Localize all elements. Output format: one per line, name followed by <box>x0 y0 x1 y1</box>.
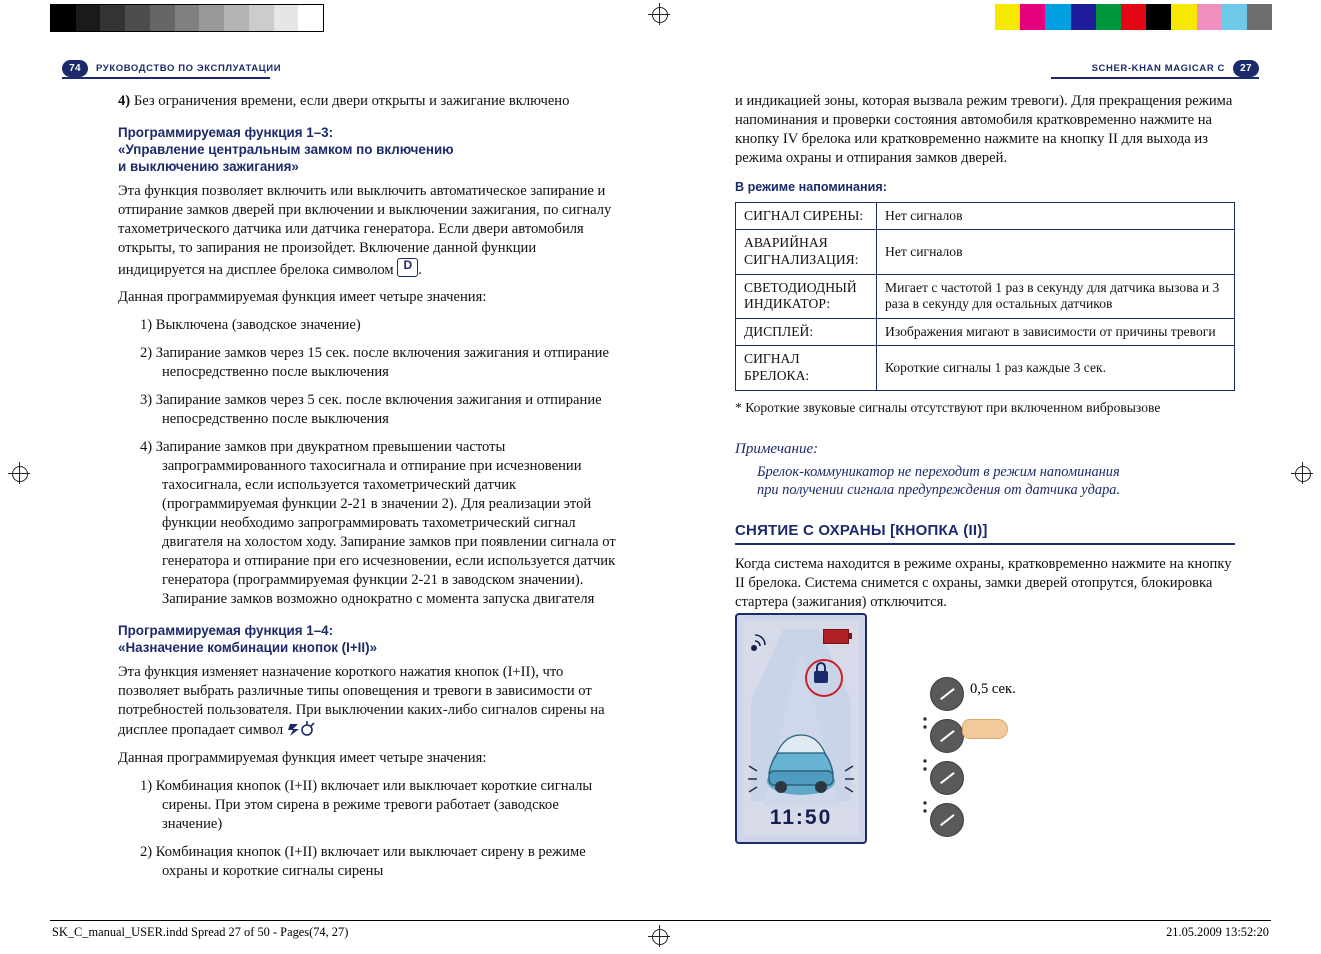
button-step-2 <box>930 719 964 753</box>
table-row <box>736 202 1235 230</box>
registration-mark-top <box>648 3 670 25</box>
fn13-body: Эта функция позволяет включить или выключить автоматическое запирание и отпирание замков дверей при включении и выключении зажигания, по сигналу тахометрического датчика или датчика генератора. Если двери автомобиля открыты, то запирания не произойдет. Включение данной функции индицируется на дисплее брелока символом D . <box>118 182 618 280</box>
color-swatch <box>1171 4 1196 30</box>
fn13-body-text: Эта функция позволяет включить или выключить автоматическое запирание и отпирание замков дверей при включении и выключении зажигания, по сигналу тахометрического датчика или датчика генератора. Если двери автомобиля открыты, то запирания не произойдет. Включение данной функции индицируется на дисплее брелока символом <box>118 182 612 278</box>
page-number-left: 74 <box>62 60 88 77</box>
color-swatch <box>1247 4 1272 30</box>
fn13-heading-line2: «Управление центральным замком по включению <box>118 141 454 157</box>
header-right <box>1092 60 1259 77</box>
color-swatch <box>1197 4 1222 30</box>
header-left-title: РУКОВОДСТВО ПО ЭКСПЛУАТАЦИИ <box>96 63 282 74</box>
registration-mark-right <box>1291 462 1313 484</box>
table-cell-key: ДИСПЛЕЙ: <box>736 318 877 346</box>
fn14-body-text: Эта функция изменяет назначение короткого нажатия кнопок (I+II), что позволяет выбрать различные типы оповещения и тревоги в зависимости от потребностей пользователя. При выключении каких-либо сигналов сирены на дисплее пропадает символ <box>118 663 605 738</box>
siren-symbol-icon <box>287 720 317 738</box>
fn13-heading-line3: и выключению зажигания» <box>118 158 299 174</box>
table-footnote: * Короткие звуковые сигналы отсутствуют при включенном вибровызове <box>735 399 1161 415</box>
button-step-3 <box>930 761 964 795</box>
table-row <box>736 318 1235 346</box>
fn14-heading <box>118 623 618 657</box>
gray-swatch <box>199 5 224 31</box>
grayscale-calibration-bar <box>50 4 324 32</box>
button-press-diagram <box>920 677 1060 847</box>
item-4-number: 4) <box>118 93 131 109</box>
table-cell-value: Изображения мигают в зависимости от причины тревоги <box>877 318 1235 346</box>
table-cell-key: СИГНАЛ СИРЕНЫ: <box>736 202 877 230</box>
key-fob-illustration <box>735 613 867 844</box>
registration-mark-left <box>8 462 30 484</box>
press-dots <box>920 713 932 843</box>
table-row <box>736 230 1235 274</box>
table-row <box>736 346 1235 390</box>
note-line2: при получении сигнала предупреждения от датчика удара. <box>757 482 1121 499</box>
gray-swatch <box>76 5 101 31</box>
door-symbol-icon <box>397 258 418 277</box>
registration-mark-bottom <box>648 925 670 947</box>
fn13-value-2: 2) Запирание замков через 15 сек. после включения зажигания и отпирание непосредственно после выключения <box>140 345 609 381</box>
gray-swatch <box>100 5 125 31</box>
fn14-body <box>118 663 618 740</box>
fob-car-graphic <box>743 621 859 836</box>
reminder-mode-table <box>735 202 1235 391</box>
fn13-heading <box>118 125 618 176</box>
gray-swatch <box>51 5 76 31</box>
table-cell-key: АВАРИЙНАЯ СИГНАЛИЗАЦИЯ: <box>736 230 877 274</box>
fob-screen <box>743 621 859 836</box>
fn14-heading-line1: Программируемая функция 1–4: <box>118 623 334 639</box>
table-cell-value: Мигает с частотой 1 раз в секунду для датчика вызова и 3 раза в секунду для остальных датчиков <box>877 274 1235 318</box>
battery-icon <box>823 629 849 644</box>
header-rule-right <box>1051 77 1259 79</box>
right-intro: и индикацией зоны, которая вызвала режим тревоги). Для прекращения режима напоминания и проверки состояния автомобиля кратковременно нажмите на кнопку IV брелока или кратковременно нажмите на кнопку II для выхода из режима охраны и отпирания замков дверей. <box>735 93 1233 166</box>
color-swatch <box>995 4 1020 30</box>
hand-icon <box>962 719 1008 739</box>
footer-left: SK_C_manual_USER.indd Spread 27 of 50 - Pages(74, 27) <box>52 925 349 939</box>
color-swatch <box>1045 4 1070 30</box>
press-duration-label: 0,5 сек. <box>970 681 1016 697</box>
header-right-title: SCHER-KHAN MAGICAR C <box>1091 63 1225 74</box>
disarm-title-text: СНЯТИЕ С ОХРАНЫ <box>735 522 886 540</box>
gray-swatch <box>249 5 274 31</box>
right-column <box>735 92 1235 621</box>
reminder-mode-heading: В режиме напоминания: <box>735 179 887 194</box>
fob-clock: 11:50 <box>769 806 833 829</box>
color-swatch <box>1071 4 1096 30</box>
fn14-heading-line2: «Назначение комбинации кнопок (I+II)» <box>118 639 378 655</box>
gray-swatch <box>150 5 175 31</box>
gray-swatch <box>125 5 150 31</box>
fn13-values-intro: Данная программируемая функция имеет четыре значения: <box>118 289 487 306</box>
gray-swatch <box>175 5 200 31</box>
fn14-value-2: 2) Комбинация кнопок (I+II) включает или выключает сирену в режиме охраны и короткие сигналы сирены <box>140 843 586 879</box>
page-number-right: 27 <box>1233 60 1259 77</box>
gray-swatch <box>224 5 249 31</box>
header-rule-left <box>62 77 270 79</box>
button-step-4 <box>930 803 964 837</box>
table-cell-value: Короткие сигналы 1 раз каждые 3 сек. <box>877 346 1235 390</box>
table-cell-value: Нет сигналов <box>877 202 1235 230</box>
color-swatch <box>1222 4 1247 30</box>
color-swatch <box>1096 4 1121 30</box>
button-step-1 <box>930 677 964 711</box>
disarm-section-title <box>735 522 1235 545</box>
table-cell-key: СВЕТОДИОДНЫЙ ИНДИКАТОР: <box>736 274 877 318</box>
note-line1: Брелок-коммуникатор не переходит в режим напоминания <box>757 463 1120 480</box>
fn13-value-3: 3) Запирание замков через 5 сек. после включения зажигания и отпирание непосредственно после выключения <box>140 392 602 428</box>
header-left <box>62 60 281 77</box>
color-calibration-bar <box>995 4 1272 30</box>
footer-right: 21.05.2009 13:52:20 <box>1166 925 1269 939</box>
color-swatch <box>1146 4 1171 30</box>
color-swatch <box>1020 4 1045 30</box>
fn13-heading-line1: Программируемая функция 1–3: <box>118 124 334 140</box>
table-cell-value: Нет сигналов <box>877 230 1235 274</box>
fn13-value-4: 4) Запирание замков при двукратном превышении частоты запрограммированного тахосигнала и отпирание при исчезновении тахосигнала, если используется тахометрический датчик (программируемая функции 2-21 в значении 2). Для реализации этой функции необходимо запрограммировать тахометрический сигнал двигателя на холостом ходу. Запирание замков при появлении сигнала от генератора и отпирание при его исчезновении, если используется датчик генератора (программируемая функции 2-21 в заводском значении). Запирание замков возможно однократно с момента запуска двигателя <box>140 439 616 608</box>
color-swatch <box>1121 4 1146 30</box>
footer-rule <box>50 920 1271 921</box>
table-row <box>736 274 1235 318</box>
gray-swatch <box>298 5 323 31</box>
item-4 <box>118 92 618 111</box>
item-4-text: Без ограничения времени, если двери открыты и зажигание включено <box>133 93 570 109</box>
disarm-title-rule <box>735 543 1235 545</box>
table-cell-key: СИГНАЛ БРЕЛОКА: <box>736 346 877 390</box>
gray-swatch <box>274 5 299 31</box>
fn14-values-intro: Данная программируемая функция имеет четыре значения: <box>118 749 487 766</box>
disarm-title-bracket: [КНОПКА (II)] <box>885 522 988 540</box>
fn13-value-1: 1) Выключена (заводское значение) <box>140 317 361 334</box>
fn14-value-1: 1) Комбинация кнопок (I+II) включает или выключает короткие сигналы сирены. При этом сирена в режиме тревоги работает (заводское значение) <box>140 777 593 832</box>
disarm-body: Когда система находится в режиме охраны, кратковременно нажмите на кнопку II брелока. Система снимется с охраны, замки дверей отопрутся, блокировка стартера (зажигания) отключится. <box>735 556 1232 611</box>
lock-highlight-circle <box>805 659 843 697</box>
left-column <box>118 92 618 889</box>
note-title: Примечание: <box>735 441 819 458</box>
